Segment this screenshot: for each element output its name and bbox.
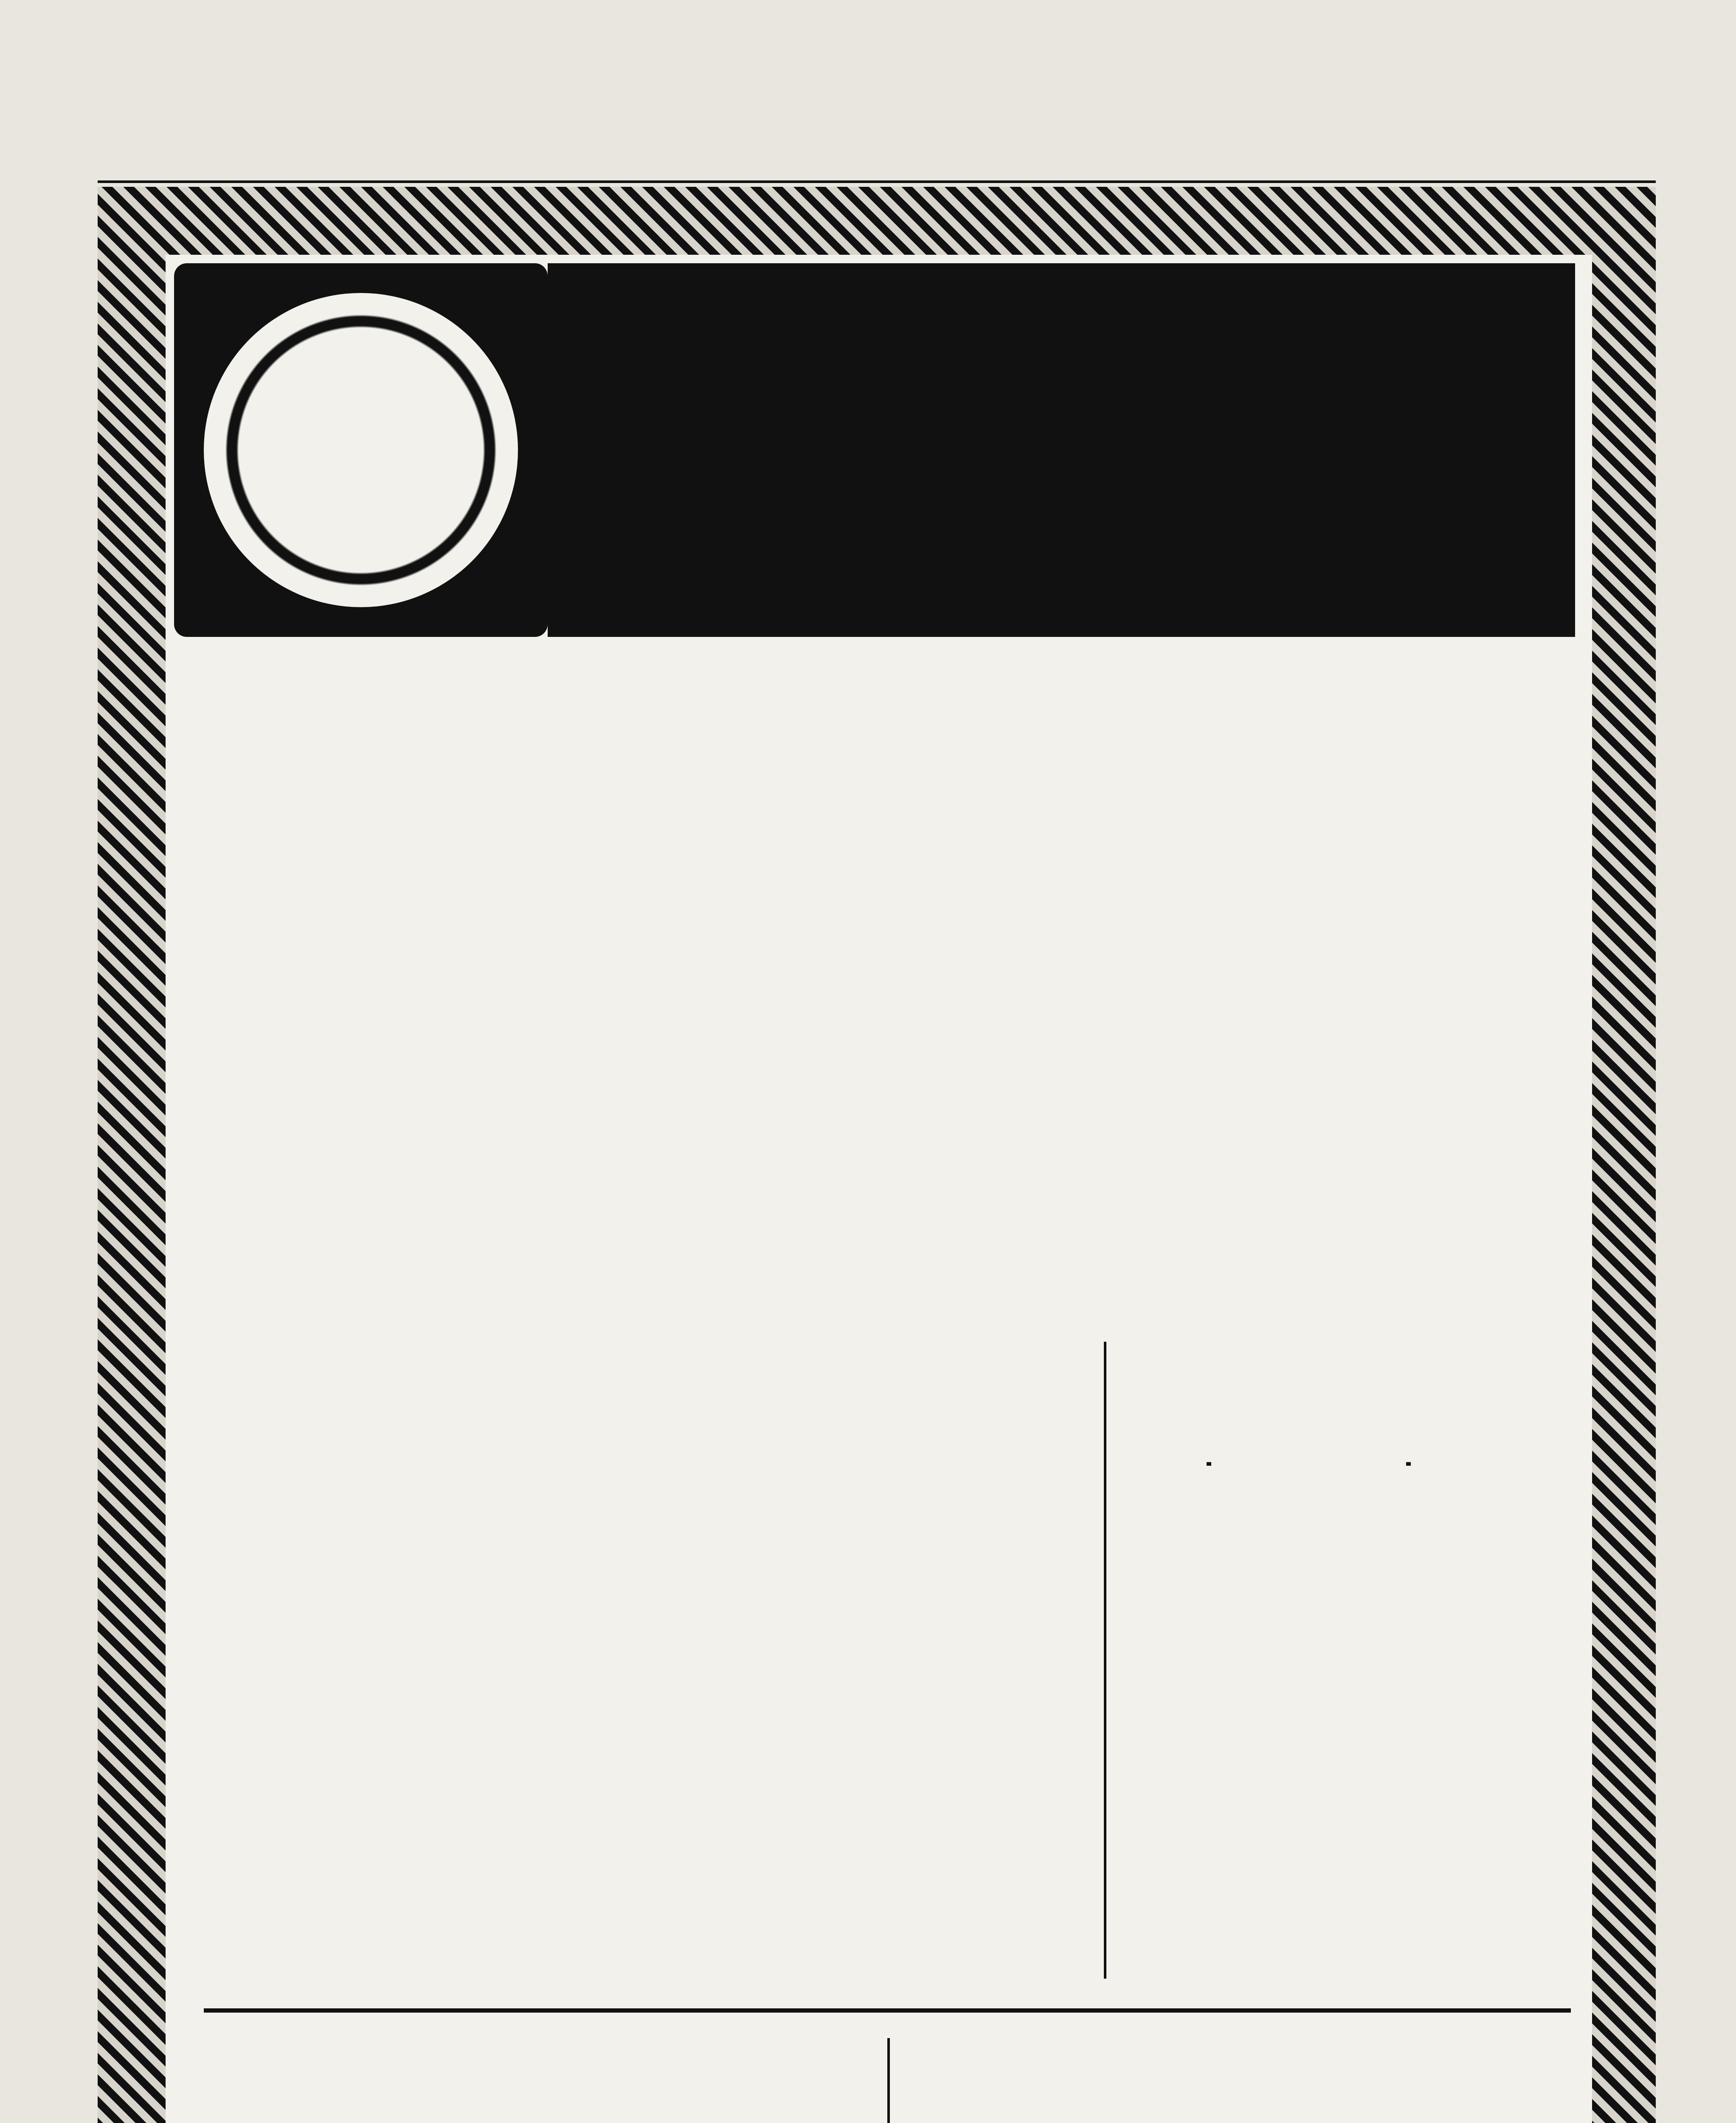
skirt-price-1: - [1206,1448,1212,1478]
column-divider [1104,1342,1106,1979]
skirt-price-3: - [1405,1448,1412,1478]
logo-circle [204,293,518,607]
bottom-divider [887,2038,890,2123]
bottom-rule [204,2008,1571,2013]
header-rule [98,180,1656,183]
page-header [161,153,1626,178]
name-banner [548,263,1575,637]
